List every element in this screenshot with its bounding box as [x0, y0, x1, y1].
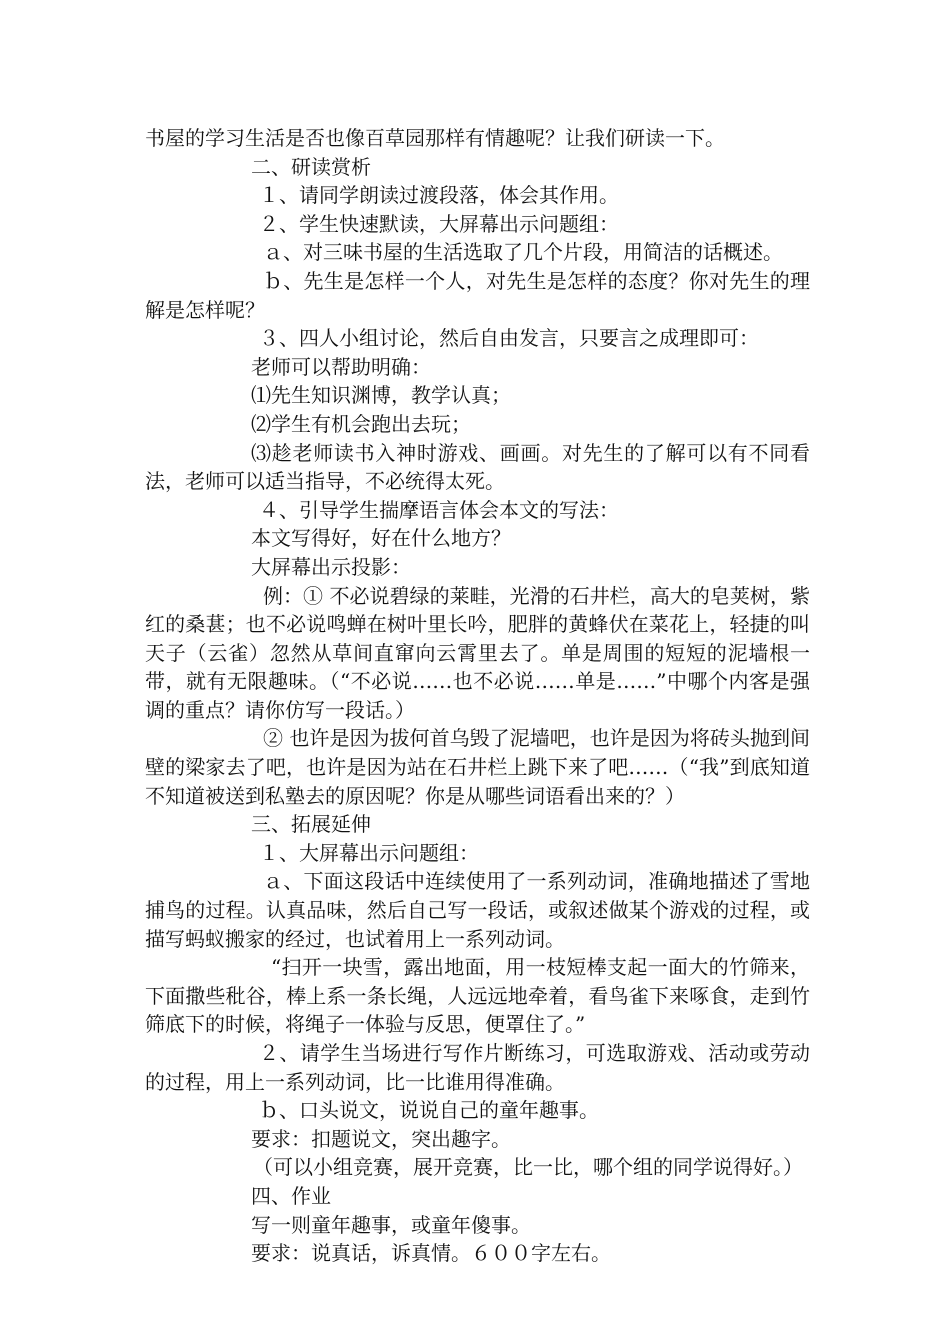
paragraph-item: １、请同学朗读过渡段落，体会其作用。	[259, 183, 619, 208]
paragraph-text: 本文写得好，好在什么地方？	[251, 526, 511, 551]
document-body	[145, 124, 810, 1268]
paragraph-item: ２、学生快速默读，大屏幕出示问题组：	[259, 211, 619, 236]
section-heading-extension: 三、拓展延伸	[251, 812, 371, 837]
paragraph-question: ｂ、先生是怎样一个人，对先生是怎样的态度？你对先生的理解是怎样呢？	[145, 268, 810, 322]
paragraph-intro: 书屋的学习生活是否也像百草园那样有情趣呢？让我们研读一下。	[145, 126, 725, 150]
paragraph-example: 例：① 不必说碧绿的莱畦，光滑的石井栏，高大的皂荚树，紫红的桑葚；也不必说鸣蝉在树叶里长吟，肥胖的黄蜂伏在菜花上，轻捷的叫天子（云雀）忽然从草间直窜向云霄里去了。单是周围的短短的泥墙根一带，就有无限趣味。（“不必说……也不必说……单是……”中哪个内客是强调的重点？请你仿写一段话。）	[145, 583, 810, 722]
paragraph-text: 写一则童年趣事，或童年傻事。	[251, 1212, 531, 1237]
paragraph-list-item: ⑶趁老师读书入神时游戏、画画。对先生的了解可以有不同看法，老师可以适当指导，不必统得太死。	[145, 440, 810, 494]
paragraph-example: ② 也许是因为拔何首乌毁了泥墙吧，也许是因为将砖头抛到间壁的梁家去了吧，也许是因为站在石井栏上跳下来了吧……（“我”到底知道不知道被送到私塾去的原因呢？你是从哪些词语看出来的？）	[145, 726, 810, 808]
paragraph-question: ａ、下面这段话中连续使用了一系列动词，准确地描述了雪地捕鸟的过程。认真品味，然后自己写一段话，或叙述做某个游戏的过程，或描写蚂蚁搬家的经过，也试着用上一系列动词。	[145, 869, 810, 951]
paragraph-text: 大屏幕出示投影：	[251, 554, 411, 579]
section-heading-homework: 四、作业	[251, 1183, 331, 1208]
paragraph-item: ２、请学生当场进行写作片断练习，可选取游戏、活动或劳动的过程，用上一系列动词，比一比谁用得准确。	[145, 1041, 810, 1094]
paragraph-item: ３、四人小组讨论，然后自由发言，只要言之成理即可：	[259, 326, 759, 351]
paragraph-question: ａ、对三味书屋的生活选取了几个片段，用简洁的话概述。	[263, 240, 783, 265]
paragraph-item: ｂ、口头说文，说说自己的童年趣事。	[259, 1098, 599, 1123]
paragraph-text: 要求：说真话，诉真情。６００字左右。	[251, 1241, 611, 1266]
paragraph-text: 老师可以帮助明确：	[251, 354, 431, 379]
paragraph-item: １、大屏幕出示问题组：	[259, 840, 479, 865]
paragraph-list-item: ⑵学生有机会跑出去玩；	[251, 411, 471, 436]
paragraph-list-item: ⑴先生知识渊博，教学认真；	[251, 383, 511, 408]
section-heading-analysis: 二、研读赏析	[251, 154, 371, 179]
paragraph-quote: “扫开一块雪，露出地面，用一枝短棒支起一面大的竹筛来，下面撒些秕谷，棒上系一条长绳，人远远地牵着，看鸟雀下来啄食，走到竹筛底下的时候，将绳子一体验与反思，便罩住了。”	[145, 955, 810, 1037]
paragraph-item: ４、引导学生揣摩语言体会本文的写法：	[259, 497, 619, 522]
paragraph-note: （可以小组竞赛，展开竞赛，比一比，哪个组的同学说得好。）	[253, 1155, 803, 1180]
paragraph-text: 要求：扣题说文，突出趣字。	[251, 1126, 511, 1151]
